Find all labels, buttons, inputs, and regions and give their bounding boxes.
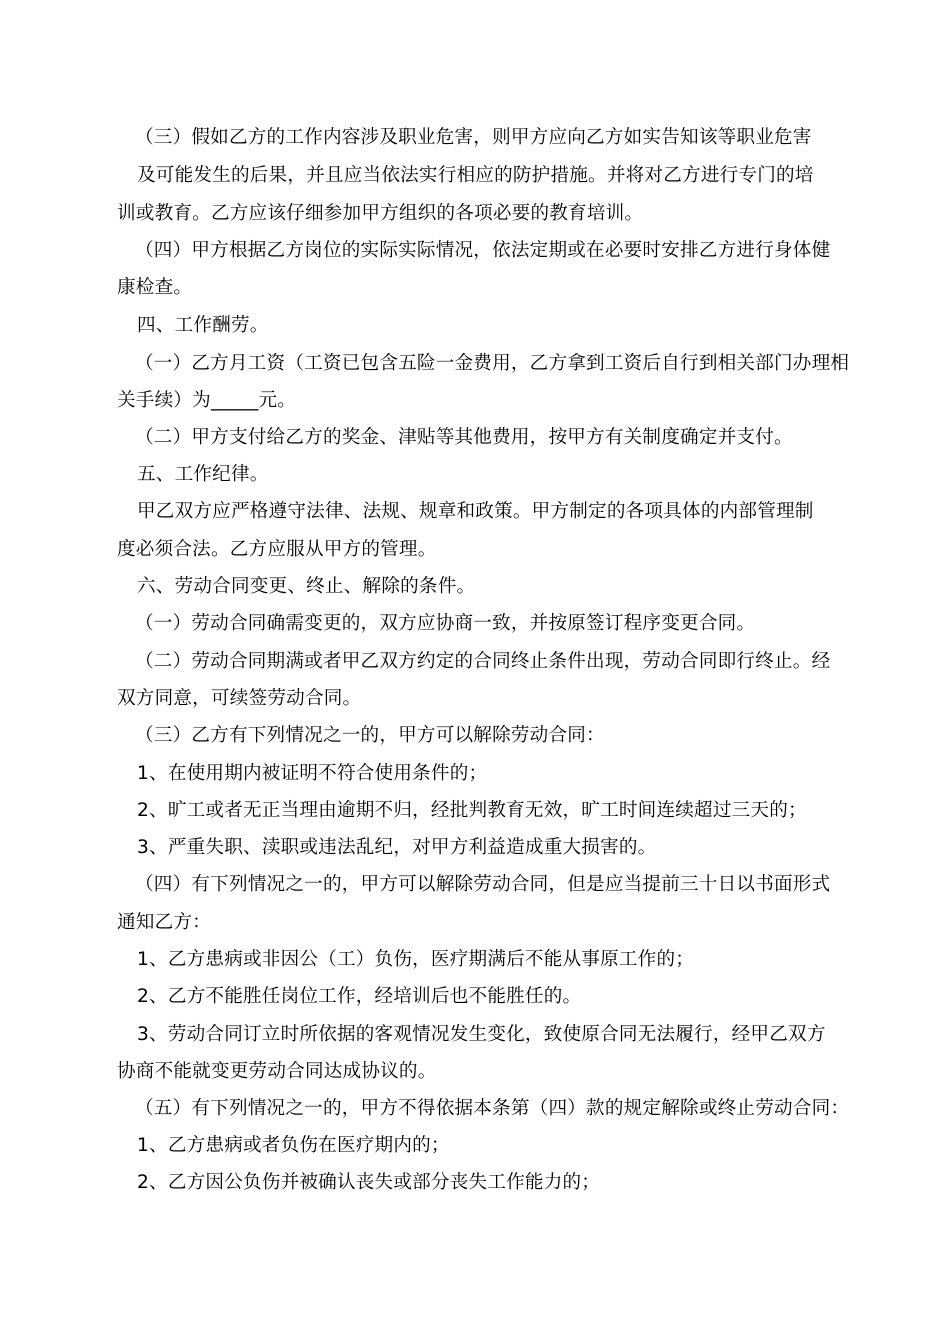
paragraph-line-7: 关手续）为_____元。 [117, 390, 297, 411]
paragraph-line-1: （三）假如乙方的工作内容涉及职业危害，则甲方应向乙方如实告知该等职业危害 [135, 127, 812, 148]
paragraph-line-13: 双方同意，可续签劳动合同。 [117, 688, 362, 709]
paragraph-line-14: （三）乙方有下列情况之一的，甲方可以解除劳动合同： [135, 725, 605, 746]
section-heading-4: 四、工作酬劳。 [137, 315, 269, 336]
paragraph-line-15: （四）有下列情况之一的，甲方可以解除劳动合同，但是应当提前三十日以书面形式 [135, 874, 831, 895]
paragraph-line-9: 甲乙双方应严格遵守法律、法规、规章和政策。甲方制定的各项具体的内部管理制 [137, 501, 814, 522]
paragraph-line-10: 度必须合法。乙方应服从甲方的管理。 [117, 539, 437, 560]
list-item-4: 1、乙方患病或非因公（工）负伤，医疗期满后不能从事原工作的； [137, 949, 695, 970]
list-item-1: 1、在使用期内被证明不符合使用条件的； [137, 763, 488, 784]
paragraph-line-5: 康检查。 [117, 277, 193, 298]
paragraph-line-3: 训或教育。乙方应该仔细参加甲方组织的各项必要的教育培训。 [117, 203, 644, 224]
list-item-3: 3、严重失职、渎职或违法乱纪，对甲方利益造成重大损害的。 [137, 837, 657, 858]
paragraph-line-12: （二）劳动合同期满或者甲乙双方约定的合同终止条件出现，劳动合同即行终止。经 [135, 651, 831, 672]
section-heading-6: 六、劳动合同变更、终止、解除的条件。 [137, 576, 476, 597]
paragraph-line-11: （一）劳动合同确需变更的，双方应协商一致，并按原签订程序变更合同。 [135, 613, 756, 634]
list-item-6: 3、劳动合同订立时所依据的客观情况发生变化，致使原合同无法履行，经甲乙双方 [137, 1024, 826, 1045]
paragraph-line-8: （二）甲方支付给乙方的奖金、津贴等其他费用，按甲方有关制度确定并支付。 [135, 427, 793, 448]
list-item-8: 2、乙方因公负伤并被确认丧失或部分丧失工作能力的； [137, 1172, 601, 1193]
paragraph-line-6: （一）乙方月工资（工资已包含五险一金费用，乙方拿到工资后自行到相关部门办理相 [135, 353, 850, 374]
paragraph-line-4: （四）甲方根据乙方岗位的实际实际情况，依法定期或在必要时安排乙方进行身体健 [135, 240, 831, 261]
list-item-7: 1、乙方患病或者负伤在医疗期内的； [137, 1135, 450, 1156]
paragraph-line-18: （五）有下列情况之一的，甲方不得依据本条第（四）款的规定解除或终止劳动合同： [135, 1098, 850, 1119]
section-heading-5: 五、工作纪律。 [137, 464, 269, 485]
paragraph-line-17: 协商不能就变更劳动合同达成协议的。 [117, 1061, 437, 1082]
list-item-5: 2、乙方不能胜任岗位工作，经培训后也不能胜任的。 [137, 986, 582, 1007]
paragraph-line-2: 及可能发生的后果，并且应当依法实行相应的防护措施。并将对乙方进行专门的培 [137, 165, 814, 186]
list-item-2: 2、旷工或者无正当理由逾期不归，经批判教育无效，旷工时间连续超过三天的； [137, 800, 807, 821]
paragraph-line-16: 通知乙方： [117, 912, 211, 933]
